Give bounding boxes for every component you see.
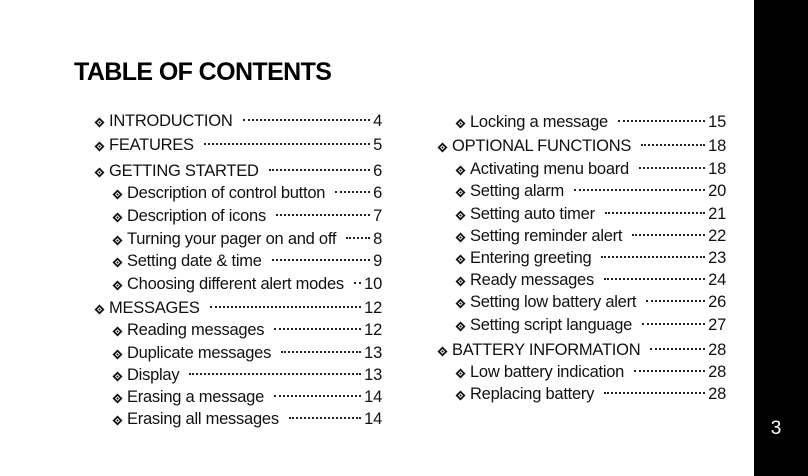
toc-entry-page: 18 xyxy=(708,137,726,155)
toc-entry-label: Description of icons xyxy=(127,207,266,225)
diamond-bullet-icon xyxy=(112,257,123,268)
toc-leader-dots xyxy=(632,234,705,236)
toc-entry-page: 14 xyxy=(364,388,382,406)
toc-entry-label: Low battery indication xyxy=(470,363,625,381)
toc-entry-label: Turning your pager on and off xyxy=(127,230,337,248)
diamond-bullet-icon xyxy=(455,321,466,332)
toc-entry-ready-messages xyxy=(455,269,726,291)
toc-entry-page: 28 xyxy=(708,341,726,359)
toc-entry-setting-date-time xyxy=(112,250,382,272)
toc-leader-dots xyxy=(204,143,370,145)
toc-entry-label: Erasing all messages xyxy=(127,410,279,428)
toc-entry-label: MESSAGES xyxy=(109,299,200,317)
toc-leader-dots xyxy=(650,348,705,350)
toc-leader-dots xyxy=(274,395,361,397)
toc-entry-page: 14 xyxy=(364,410,382,428)
toc-leader-dots xyxy=(243,119,371,121)
toc-leader-dots xyxy=(272,259,370,261)
toc-entry-label: Reading messages xyxy=(127,321,265,339)
toc-entry-page: 12 xyxy=(364,299,382,317)
toc-entry-label: FEATURES xyxy=(109,136,194,154)
diamond-bullet-icon xyxy=(112,326,123,337)
diamond-bullet-icon xyxy=(455,298,466,309)
toc-entry-messages xyxy=(94,297,382,319)
toc-leader-dots xyxy=(634,370,705,372)
diamond-bullet-icon xyxy=(112,415,123,426)
toc-entry-label: Setting script language xyxy=(470,316,633,334)
diamond-bullet-icon xyxy=(455,254,466,265)
diamond-bullet-icon xyxy=(112,393,123,404)
toc-entry-getting-started xyxy=(94,160,382,182)
diamond-bullet-icon xyxy=(455,232,466,243)
toc-entry-page: 10 xyxy=(364,275,382,293)
toc-entry-label: Display xyxy=(127,366,180,384)
toc-entry-page: 4 xyxy=(373,112,382,130)
toc-entry-page: 28 xyxy=(708,385,726,403)
diamond-bullet-icon xyxy=(455,368,466,379)
toc-leader-dots xyxy=(646,300,705,302)
toc-entry-description-of-control-button xyxy=(112,182,382,204)
toc-entry-features xyxy=(94,134,382,156)
toc-entry-label: Description of control button xyxy=(127,184,326,202)
toc-entry-label: Ready messages xyxy=(470,271,594,289)
toc-entry-label: Setting auto timer xyxy=(470,205,595,223)
diamond-bullet-icon xyxy=(437,142,448,153)
toc-entry-erasing-a-message xyxy=(112,386,382,408)
page-number: 3 xyxy=(770,418,782,439)
toc-leader-dots xyxy=(601,256,705,258)
toc-entry-battery-information xyxy=(437,339,726,361)
toc-leader-dots xyxy=(210,306,362,308)
toc-entry-description-of-icons xyxy=(112,205,382,227)
toc-entry-label: Activating menu board xyxy=(470,160,629,178)
page-title: TABLE OF CONTENTS xyxy=(74,58,332,86)
toc-entry-page: 13 xyxy=(364,366,382,384)
toc-entry-label: Erasing a message xyxy=(127,388,264,406)
toc-entry-setting-script-language xyxy=(455,314,726,336)
toc-leader-dots xyxy=(269,169,370,171)
toc-entry-label: Choosing different alert modes xyxy=(127,275,344,293)
toc-entry-page: 6 xyxy=(373,184,382,202)
diamond-bullet-icon xyxy=(94,167,105,178)
diamond-bullet-icon xyxy=(455,276,466,287)
toc-entry-label: BATTERY INFORMATION xyxy=(452,341,641,359)
toc-entry-label: Setting alarm xyxy=(470,182,564,200)
toc-entry-label: Replacing battery xyxy=(470,385,595,403)
toc-leader-dots xyxy=(354,282,361,284)
diamond-bullet-icon xyxy=(112,349,123,360)
toc-entry-page: 18 xyxy=(708,160,726,178)
diamond-bullet-icon xyxy=(94,117,105,128)
toc-leader-dots xyxy=(276,214,370,216)
toc-entry-setting-alarm xyxy=(455,180,726,202)
toc-entry-page: 7 xyxy=(373,207,382,225)
toc-entry-low-battery-indication xyxy=(455,361,726,383)
toc-entry-label: INTRODUCTION xyxy=(109,112,233,130)
diamond-bullet-icon xyxy=(94,304,105,315)
toc-leader-dots xyxy=(281,351,361,353)
toc-entry-locking-a-message xyxy=(455,111,726,133)
toc-entry-label: Locking a message xyxy=(470,113,608,131)
toc-leader-dots xyxy=(618,120,705,122)
toc-entry-setting-auto-timer xyxy=(455,203,726,225)
toc-entry-page: 24 xyxy=(708,271,726,289)
toc-entry-erasing-all-messages xyxy=(112,408,382,430)
diamond-bullet-icon xyxy=(437,346,448,357)
toc-entry-page: 6 xyxy=(373,162,382,180)
toc-entry-page: 9 xyxy=(373,252,382,270)
toc-entry-label: GETTING STARTED xyxy=(109,162,259,180)
toc-entry-label: Setting low battery alert xyxy=(470,293,637,311)
toc-entry-page: 28 xyxy=(708,363,726,381)
toc-entry-label: Entering greeting xyxy=(470,249,592,267)
toc-leader-dots xyxy=(639,167,705,169)
toc-entry-page: 22 xyxy=(708,227,726,245)
toc-leader-dots xyxy=(289,417,361,419)
toc-entry-turning-pager-on-off xyxy=(112,228,382,250)
diamond-bullet-icon xyxy=(112,212,123,223)
toc-leader-dots xyxy=(335,191,370,193)
toc-leader-dots xyxy=(274,328,361,330)
toc-leader-dots xyxy=(189,373,361,375)
toc-entry-page: 13 xyxy=(364,344,382,362)
toc-leader-dots xyxy=(346,237,370,239)
diamond-bullet-icon xyxy=(455,165,466,176)
toc-entry-choosing-alert-modes xyxy=(112,273,382,295)
toc-entry-page: 21 xyxy=(708,205,726,223)
toc-leader-dots xyxy=(642,323,705,325)
toc-entry-page: 23 xyxy=(708,249,726,267)
toc-entry-label: Setting reminder alert xyxy=(470,227,623,245)
toc-entry-duplicate-messages xyxy=(112,342,382,364)
toc-entry-setting-low-battery-alert xyxy=(455,291,726,313)
toc-entry-replacing-battery xyxy=(455,383,726,405)
diamond-bullet-icon xyxy=(94,141,105,152)
toc-entry-reading-messages xyxy=(112,319,382,341)
toc-leader-dots xyxy=(574,189,705,191)
diamond-bullet-icon xyxy=(455,210,466,221)
toc-entry-entering-greeting xyxy=(455,247,726,269)
toc-entry-optional-functions xyxy=(437,135,726,157)
toc-entry-label: Duplicate messages xyxy=(127,344,272,362)
side-tab-bar xyxy=(754,0,808,476)
toc-leader-dots xyxy=(604,392,705,394)
toc-entry-page: 12 xyxy=(364,321,382,339)
toc-entry-page: 20 xyxy=(708,182,726,200)
toc-leader-dots xyxy=(641,144,705,146)
diamond-bullet-icon xyxy=(455,187,466,198)
diamond-bullet-icon xyxy=(455,118,466,129)
toc-leader-dots xyxy=(604,278,705,280)
toc-entry-page: 15 xyxy=(708,113,726,131)
diamond-bullet-icon xyxy=(112,235,123,246)
diamond-bullet-icon xyxy=(112,371,123,382)
toc-entry-activating-menu-board xyxy=(455,158,726,180)
toc-entry-display xyxy=(112,364,382,386)
toc-entry-label: OPTIONAL FUNCTIONS xyxy=(452,137,632,155)
toc-entry-label: Setting date & time xyxy=(127,252,262,270)
diamond-bullet-icon xyxy=(112,189,123,200)
toc-entry-page: 8 xyxy=(373,230,382,248)
toc-entry-page: 5 xyxy=(373,136,382,154)
toc-entry-introduction xyxy=(94,110,382,132)
diamond-bullet-icon xyxy=(455,390,466,401)
diamond-bullet-icon xyxy=(112,280,123,291)
toc-leader-dots xyxy=(605,212,705,214)
toc-entry-page: 27 xyxy=(708,316,726,334)
toc-entry-setting-reminder-alert xyxy=(455,225,726,247)
toc-entry-page: 26 xyxy=(708,293,726,311)
